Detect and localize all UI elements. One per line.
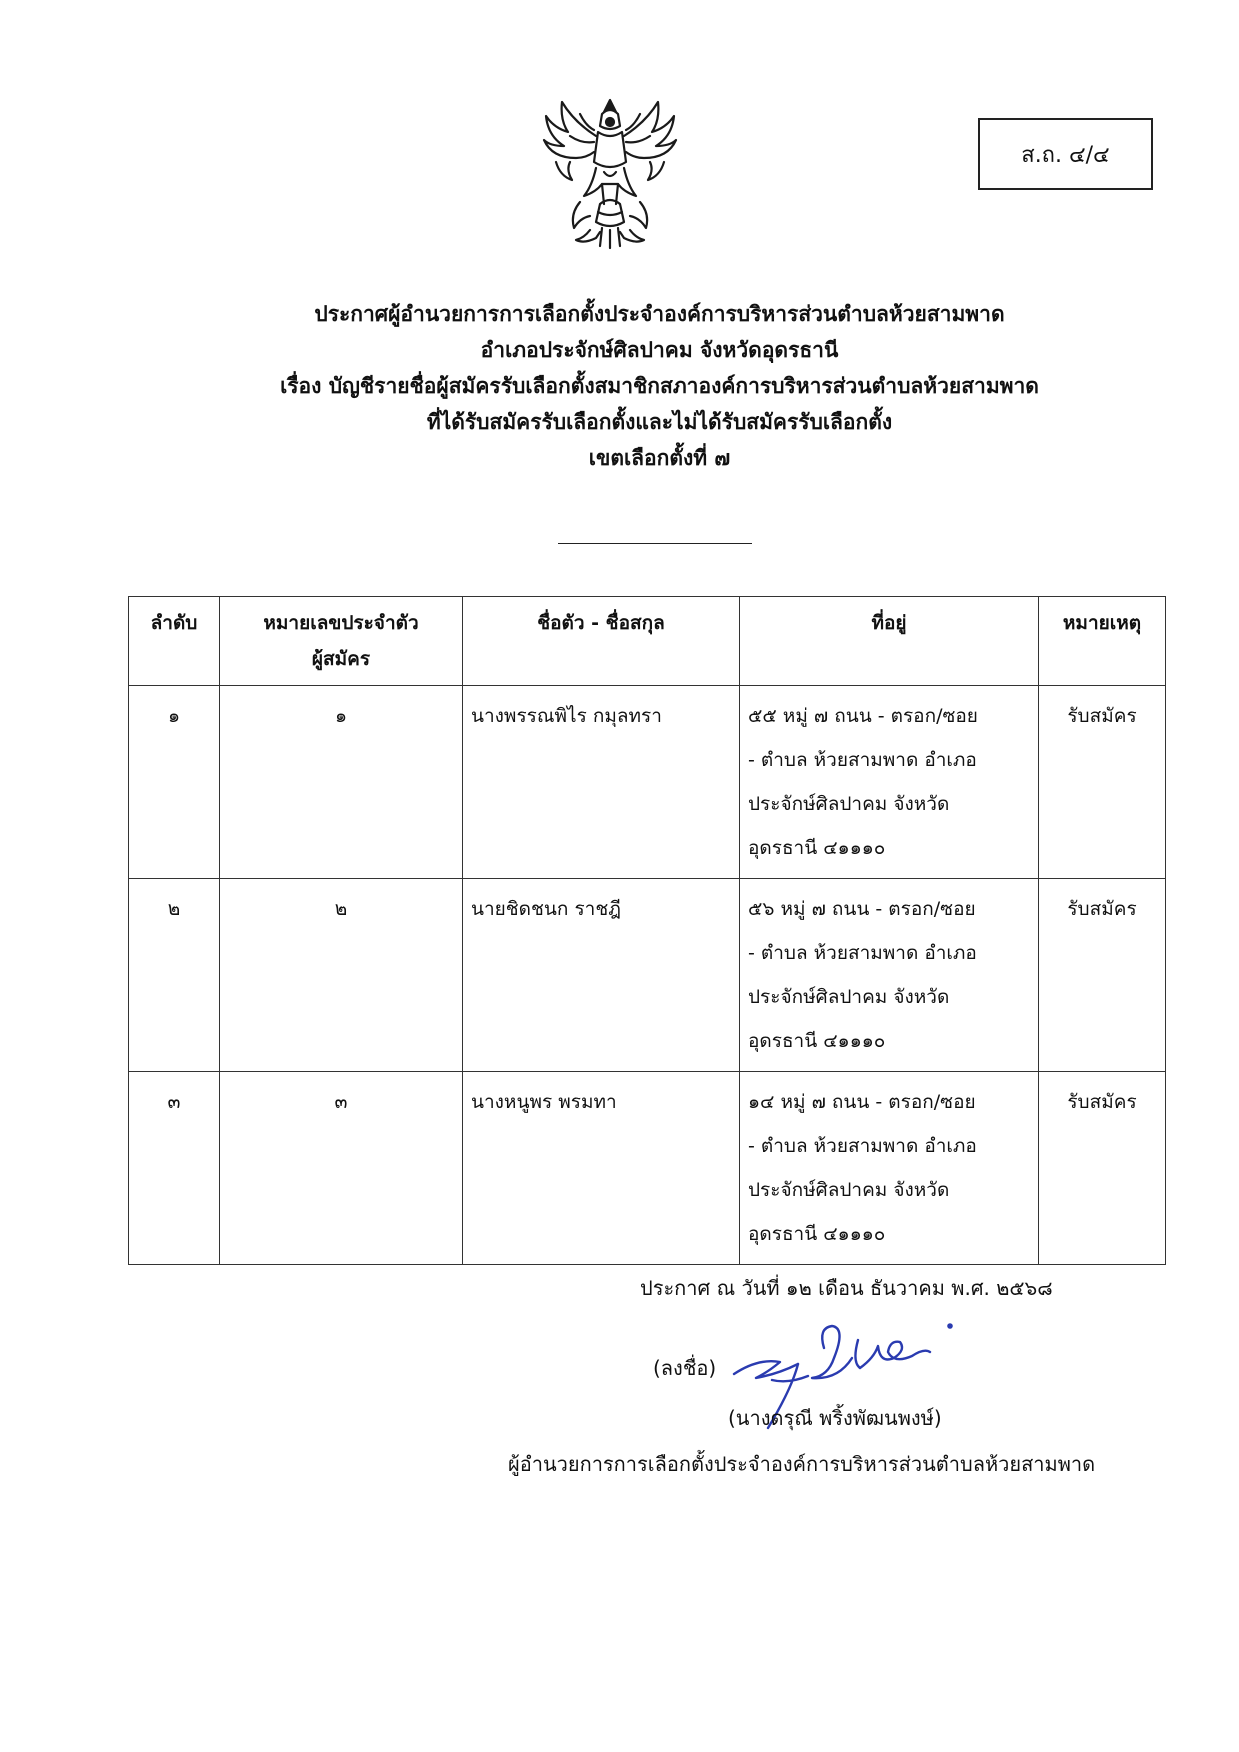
address-line: ประจักษ์ศิลปาคม จังหวัด xyxy=(748,793,950,815)
title-line-1: ประกาศผู้อำนวยการการเลือกตั้งประจำองค์การบริหารส่วนตำบลห้วยสามพาด xyxy=(314,302,1005,326)
address-line: ประจักษ์ศิลปาคม จังหวัด xyxy=(748,986,950,1008)
candidate-table xyxy=(128,596,1166,1265)
address-line: อุดรธานี ๔๑๑๑๐ xyxy=(748,837,886,859)
signer-role: ผู้อำนวยการการเลือกตั้งประจำองค์การบริหารส่วนตำบลห้วยสามพาด xyxy=(508,1452,1096,1476)
row-note: รับสมัคร xyxy=(1039,686,1166,879)
header-id-line-2: ผู้สมัคร xyxy=(311,648,371,670)
title-divider xyxy=(558,543,752,544)
address-line: อุดรธานี ๔๑๑๑๐ xyxy=(748,1030,886,1052)
signer-name: (นางดรุณี พริ้งพัฒนพงษ์) xyxy=(728,1406,942,1430)
form-code-text: ส.ถ. ๔/๔ xyxy=(1021,142,1110,168)
row-name: นางพรรณพิไร กมุลทรา xyxy=(463,686,740,879)
sign-label: (ลงชื่อ) xyxy=(653,1356,717,1380)
row-address xyxy=(740,686,1039,879)
header-address: ที่อยู่ xyxy=(740,597,1039,686)
row-candidate-id: ๓ xyxy=(220,1072,463,1265)
table-row xyxy=(129,686,1166,879)
row-no: ๒ xyxy=(129,879,220,1072)
address-line: ประจักษ์ศิลปาคม จังหวัด xyxy=(748,1179,950,1201)
title-line-2: อำเภอประจักษ์ศิลปาคม จังหวัดอุดรธานี xyxy=(480,338,839,362)
row-address xyxy=(740,879,1039,1072)
title-line-5: เขตเลือกตั้งที่ ๗ xyxy=(588,446,731,470)
form-code-box xyxy=(978,118,1153,190)
row-name: นางหนูพร พรมทา xyxy=(463,1072,740,1265)
header-no: ลำดับ xyxy=(129,597,220,686)
address-line: ๕๖ หมู่ ๗ ถนน - ตรอก/ซอย xyxy=(748,898,976,920)
address-line: ๕๕ หมู่ ๗ ถนน - ตรอก/ซอย xyxy=(748,705,978,727)
table-header-row xyxy=(129,597,1166,686)
title-line-4: ที่ได้รับสมัครรับเลือกตั้งและไม่ได้รับสมัครรับเลือกตั้ง xyxy=(426,410,893,434)
announcement-date: ประกาศ ณ วันที่ ๑๒ เดือน ธันวาคม พ.ศ. ๒๕๖๘ xyxy=(640,1276,1053,1300)
row-note: รับสมัคร xyxy=(1039,879,1166,1072)
address-line: อุดรธานี ๔๑๑๑๐ xyxy=(748,1223,886,1245)
title-line-3: เรื่อง บัญชีรายชื่อผู้สมัครรับเลือกตั้งสมาชิกสภาองค์การบริหารส่วนตำบลห้วยสามพาด xyxy=(280,374,1039,398)
header-candidate-id xyxy=(220,597,463,686)
address-line: - ตำบล ห้วยสามพาด อำเภอ xyxy=(748,1135,977,1157)
row-candidate-id: ๑ xyxy=(220,686,463,879)
garuda-emblem-icon xyxy=(540,92,680,252)
row-name: นายชิดชนก ราชฎี xyxy=(463,879,740,1072)
row-note: รับสมัคร xyxy=(1039,1072,1166,1265)
table-row xyxy=(129,1072,1166,1265)
address-line: - ตำบล ห้วยสามพาด อำเภอ xyxy=(748,749,977,771)
header-name: ชื่อตัว - ชื่อสกุล xyxy=(463,597,740,686)
table-row xyxy=(129,879,1166,1072)
row-no: ๓ xyxy=(129,1072,220,1265)
header-note: หมายเหตุ xyxy=(1039,597,1166,686)
row-no: ๑ xyxy=(129,686,220,879)
row-candidate-id: ๒ xyxy=(220,879,463,1072)
row-address xyxy=(740,1072,1039,1265)
header-id-line-1: หมายเลขประจำตัว xyxy=(263,612,419,634)
address-line: ๑๔ หมู่ ๗ ถนน - ตรอก/ซอย xyxy=(748,1091,976,1113)
address-line: - ตำบล ห้วยสามพาด อำเภอ xyxy=(748,942,977,964)
announcement-title xyxy=(200,296,1119,476)
